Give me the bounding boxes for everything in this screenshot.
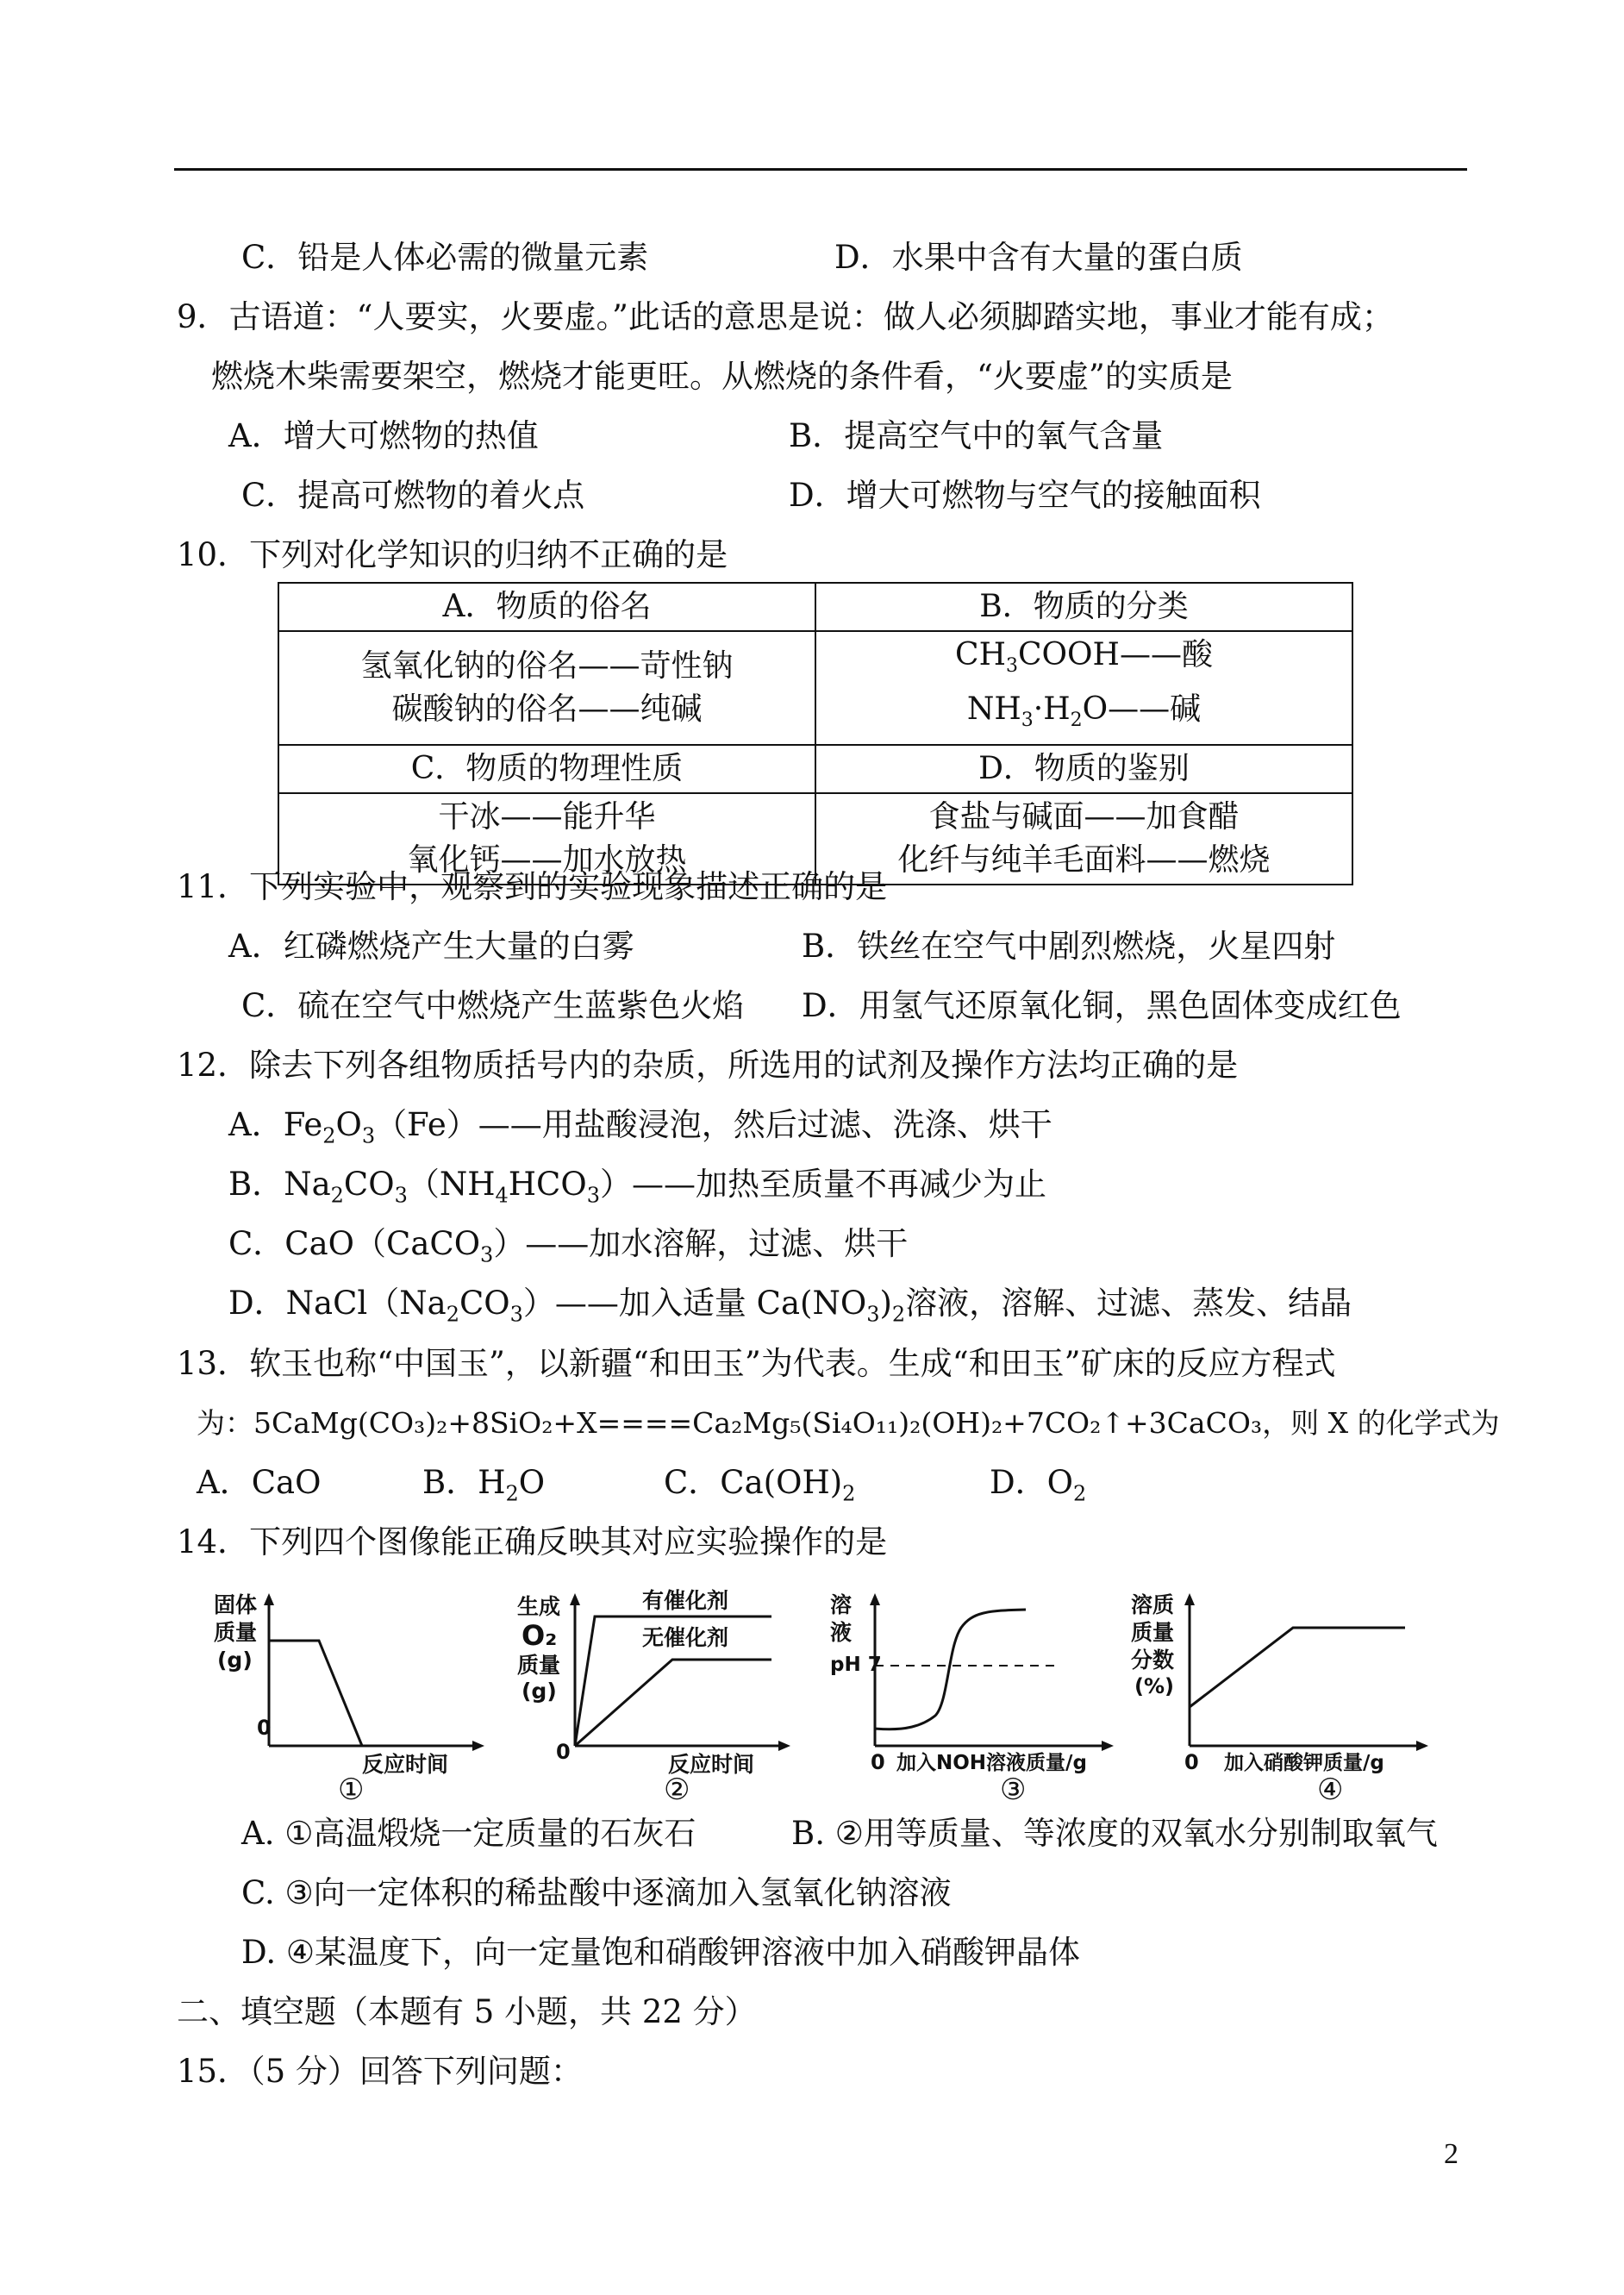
table-head-c: C．物质的物理性质 — [278, 745, 815, 793]
q8-option-d: D．水果中含有大量的蛋白质 — [834, 239, 1243, 276]
q13-option-c: C．$Ca(OH)_2$ — [664, 1464, 856, 1506]
q14-option-c: C. ③向一定体积的稀盐酸中逐滴加入氢氧化钠溶液 — [241, 1874, 952, 1911]
graph-1 — [207, 1586, 491, 1805]
graph1-origin: 0 — [257, 1716, 272, 1740]
graph4-origin: 0 — [1184, 1750, 1199, 1774]
q9-option-b: B．提高空气中的氧气含量 — [789, 417, 1164, 454]
graph3-number: ③ — [1000, 1773, 1027, 1807]
q11-stem: 11．下列实验中，观察到的实验现象描述正确的是 — [177, 868, 888, 905]
table-d-line2: 化纤与纯羊毛面料——燃烧 — [897, 842, 1271, 879]
graph2-label-no-catalyst: 无催化剂 — [642, 1625, 729, 1650]
q11-option-c: C．硫在空气中燃烧产生蓝紫色火焰 — [241, 987, 745, 1024]
q13-option-b: B．$H_2O$ — [422, 1464, 546, 1506]
table-b-line1: $CH_3COOH——$酸 — [955, 637, 1213, 678]
graph1-ylabel-2: 质量 — [214, 1620, 258, 1645]
q9-stem-line1: 9．古语道：“人要实，火要虚。”此话的意思是说：做人必须脚踏实地，事业才能有成； — [177, 298, 1394, 335]
q12-option-a: A．$Fe_2O_3(Fe)——$用盐酸浸泡，然后过滤、洗涤、烘干 — [228, 1106, 1052, 1148]
table-c-line1: 干冰——能升华 — [438, 799, 656, 835]
graph3-x-arrow — [1102, 1741, 1114, 1751]
table-c-line2: 氧化钙——加水放热 — [407, 842, 687, 879]
q14-option-d: D. ④某温度下，向一定量饱和硝酸钾溶液中加入硝酸钾晶体 — [241, 1934, 1081, 1971]
graph2-ylabel-top: 生成 — [517, 1594, 561, 1619]
q11-option-a: A．红磷燃烧产生大量的白雾 — [228, 928, 634, 965]
q12-option-b: B．$Na_2CO_3(NH_4HCO_3)——$加热至质量不再减少为止 — [228, 1166, 1046, 1208]
graph4-y-arrow — [1184, 1593, 1195, 1605]
graph2-label-catalyst: 有催化剂 — [642, 1588, 729, 1613]
graph2-number: ② — [664, 1773, 690, 1807]
table-a-line1: 氢氧化钠的俗名——苛性钠 — [360, 648, 734, 685]
q13-equation: 为：5CaMg(CO₃)₂+8SiO₂+X====Ca₂Mg₅(Si₄O₁₁)₂(OH)₂+7CO₂↑+3CaCO₃，则 X 的化学式为 — [197, 1406, 1500, 1440]
table-head-a: A．物质的俗名 — [278, 583, 815, 631]
graph1-x-arrow — [472, 1741, 484, 1751]
graph1-y-arrow — [264, 1593, 274, 1605]
graph3-ph-label: pH 7 — [830, 1654, 882, 1676]
graph1-number: ① — [338, 1773, 365, 1807]
graph4-ylabel-4: (%) — [1134, 1674, 1174, 1698]
table-head-d: D．物质的鉴别 — [815, 745, 1352, 793]
graph2-x-arrow — [778, 1741, 790, 1751]
table-cell-d — [815, 793, 1352, 885]
q11-option-b: B．铁丝在空气中剧烈燃烧，火星四射 — [802, 928, 1336, 965]
graph4-number: ④ — [1317, 1773, 1344, 1807]
q12-stem: 12．除去下列各组物质括号内的杂质，所选用的试剂及操作方法均正确的是 — [177, 1047, 1239, 1084]
graph2-line-no-catalyst — [575, 1660, 771, 1746]
graph4-ylabel-2: 质量 — [1131, 1620, 1175, 1645]
graph2-origin: 0 — [556, 1740, 571, 1764]
q10-knowledge-table — [278, 582, 1353, 885]
graph2-y-arrow — [570, 1593, 580, 1605]
q9-stem-line2: 燃烧木柴需要架空，燃烧才能更旺。从燃烧的条件看，“火要虚”的实质是 — [211, 358, 1233, 395]
graph3-ylabel-1: 溶 — [830, 1592, 853, 1617]
q9-option-c: C．提高可燃物的着火点 — [241, 477, 585, 514]
graph1-ylabel-3: (g) — [217, 1648, 253, 1673]
q14-option-b: B. ②用等质量、等浓度的双氧水分别制取氧气 — [791, 1815, 1438, 1852]
header-rule — [174, 168, 1467, 171]
q13-option-a: A．CaO — [197, 1464, 322, 1501]
graph-2 — [513, 1586, 797, 1805]
section-2-heading: 二、填空题（本题有 5 小题，共 22 分） — [177, 1993, 757, 2030]
graph4-x-arrow — [1416, 1741, 1428, 1751]
graph3-origin: 0 — [871, 1750, 885, 1774]
q10-stem: 10．下列对化学知识的归纳不正确的是 — [177, 536, 728, 573]
graph4-ylabel-1: 溶质 — [1131, 1592, 1175, 1617]
graph3-y-arrow — [870, 1593, 880, 1605]
graph2-ylabel-o2: O₂ — [522, 1619, 558, 1652]
table-b-line2: $NH_3\cdot H_2O——$碱 — [966, 691, 1202, 732]
graph4-ylabel-3: 分数 — [1131, 1648, 1175, 1673]
q12-option-d: D．$NaCl(Na_2CO_3)——$加入适量 $Ca(NO_3)_2$溶液，溶解、过滤、蒸发、结晶 — [228, 1285, 1352, 1327]
graph2-ylabel-unit: (g) — [522, 1679, 557, 1704]
q9-option-a: A．增大可燃物的热值 — [228, 417, 539, 454]
q13-option-d: D．$O_2$ — [990, 1464, 1087, 1506]
q12-option-c: C．CaO（CaCO$_3$）——加水溶解，过滤、烘干 — [228, 1225, 909, 1267]
table-a-line2: 碳酸钠的俗名——纯碱 — [391, 691, 703, 728]
q13-stem: 13．软玉也称“中国玉”，以新疆“和田玉”为代表。生成“和田玉”矿床的反应方程式 — [177, 1345, 1336, 1382]
graph3-xlabel: 加入NOH溶液质量/g — [896, 1752, 1087, 1774]
graph1-curve — [269, 1641, 362, 1746]
q9-option-d: D．增大可燃物与空气的接触面积 — [789, 477, 1261, 514]
q14-stem: 14．下列四个图像能正确反映其对应实验操作的是 — [177, 1523, 888, 1560]
q8-option-c: C．铅是人体必需的微量元素 — [241, 239, 649, 276]
table-cell-b — [815, 631, 1352, 745]
graph-3 — [828, 1586, 1121, 1805]
table-cell-a — [278, 631, 815, 745]
table-head-b: B．物质的分类 — [815, 583, 1352, 631]
graph2-xlabel: 反应时间 — [668, 1752, 755, 1777]
q11-option-d: D．用氢气还原氧化铜，黑色固体变成红色 — [802, 987, 1402, 1024]
table-d-line1: 食盐与碱面——加食醋 — [928, 799, 1240, 835]
graph4-curve — [1190, 1628, 1405, 1707]
graph1-xlabel: 反应时间 — [362, 1752, 449, 1777]
graph3-ylabel-2: 液 — [830, 1620, 853, 1645]
q15-stem: 15．（5 分）回答下列问题： — [177, 2053, 583, 2090]
graph2-ylabel-mass: 质量 — [517, 1653, 561, 1678]
page-number: 2 — [1444, 2138, 1458, 2170]
graph-4 — [1121, 1586, 1431, 1805]
graph4-xlabel: 加入硝酸钾质量/g — [1224, 1752, 1384, 1774]
graph1-ylabel-1: 固体 — [214, 1592, 258, 1617]
q14-option-a: A. ①高温煅烧一定质量的石灰石 — [241, 1815, 696, 1852]
graph3-curve — [875, 1610, 1026, 1729]
